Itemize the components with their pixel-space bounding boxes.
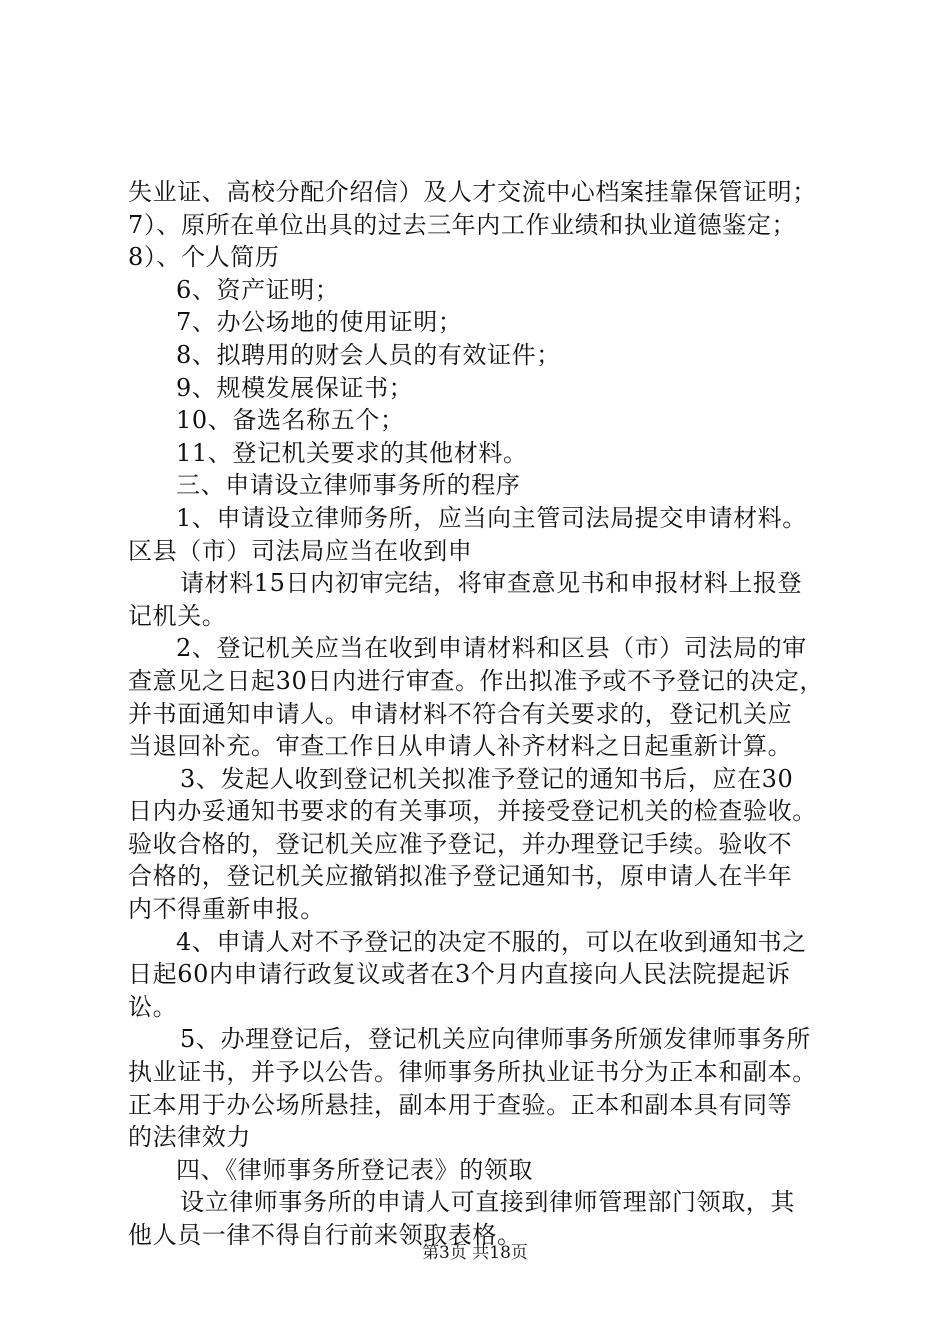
text-line: 2、登记机关应当在收到申请材料和区县（市）司法局的审 (176, 634, 807, 663)
text-line: 请材料15日内初审完结，将审查意见书和申报材料上报登 (180, 569, 803, 598)
document-body (128, 176, 848, 1252)
text-line: 当退回补充。审查工作日从申请人补齐材料之日起重新计算。 (128, 732, 793, 761)
text-line: 8）、个人简历 (128, 243, 280, 272)
text-line: 他人员一律不得自行前来领取表格。 (128, 1221, 522, 1249)
text-line: 7、办公场地的使用证明； (176, 308, 463, 337)
text-line: 8、拟聘用的财会人员的有效证件； (176, 340, 561, 369)
text-line: 6、资产证明； (176, 275, 340, 304)
text-line: 记机关。 (128, 601, 227, 630)
text-line: 的法律效力 (128, 1123, 251, 1152)
text-line: 并书面通知申请人。申请材料不符合有关要求的，登记机关应 (128, 699, 793, 728)
text-line: 1、申请设立律师务所，应当向主管司法局提交申请材料。 (176, 503, 807, 532)
text-line: 10、备选名称五个； (176, 406, 405, 435)
text-line: 内不得重新申报。 (128, 895, 325, 924)
text-line: 区县（市）司法局应当在收到申 (128, 536, 473, 565)
text-line: 四、《律师事务所登记表》的领取 (176, 1155, 533, 1184)
text-line: 11、登记机关要求的其他材料。 (176, 438, 528, 467)
text-line: 设立律师事务所的申请人可直接到律师管理部门领取，其 (180, 1188, 795, 1217)
text-line: 9、规模发展保证书； (176, 373, 414, 402)
text-line: 日内办妥通知书要求的有关事项，并接受登记机关的检查验收。 (128, 797, 817, 826)
text-line: 验收合格的，登记机关应准予登记，并办理登记手续。验收不 (128, 829, 793, 858)
text-line: 5、办理登记后，登记机关应向律师事务所颁发律师事务所 (180, 1025, 811, 1054)
text-line: 正本用于办公场所悬挂，副本用于查验。正本和副本具有同等 (128, 1090, 793, 1119)
text-line: 7）、原所在单位出具的过去三年内工作业绩和执业道德鉴定； (128, 210, 797, 239)
text-line: 合格的，登记机关应撤销拟准予登记通知书，原申请人在半年 (128, 862, 793, 891)
text-line: 失业证、高校分配介绍信）及人才交流中心档案挂靠保管证明； (128, 178, 817, 206)
text-line: 3、发起人收到登记机关拟准予登记的通知书后，应在30 (180, 764, 794, 793)
text-line: 4、申请人对不予登记的决定不服的，可以在收到通知书之 (176, 927, 807, 956)
text-line: 日起60内申请行政复议或者在3个月内直接向人民法院提起诉 (128, 960, 791, 989)
text-line: 查意见之日起30日内进行审查。作出拟准予或不予登记的决定， (128, 666, 824, 695)
text-line: 讼。 (128, 992, 178, 1021)
page-footer: 第3页 共18页 (422, 1243, 528, 1263)
text-line: 三、申请设立律师事务所的程序 (176, 471, 521, 500)
text-line: 执业证书，并予以公告。律师事务所执业证书分为正本和副本。 (128, 1058, 817, 1087)
